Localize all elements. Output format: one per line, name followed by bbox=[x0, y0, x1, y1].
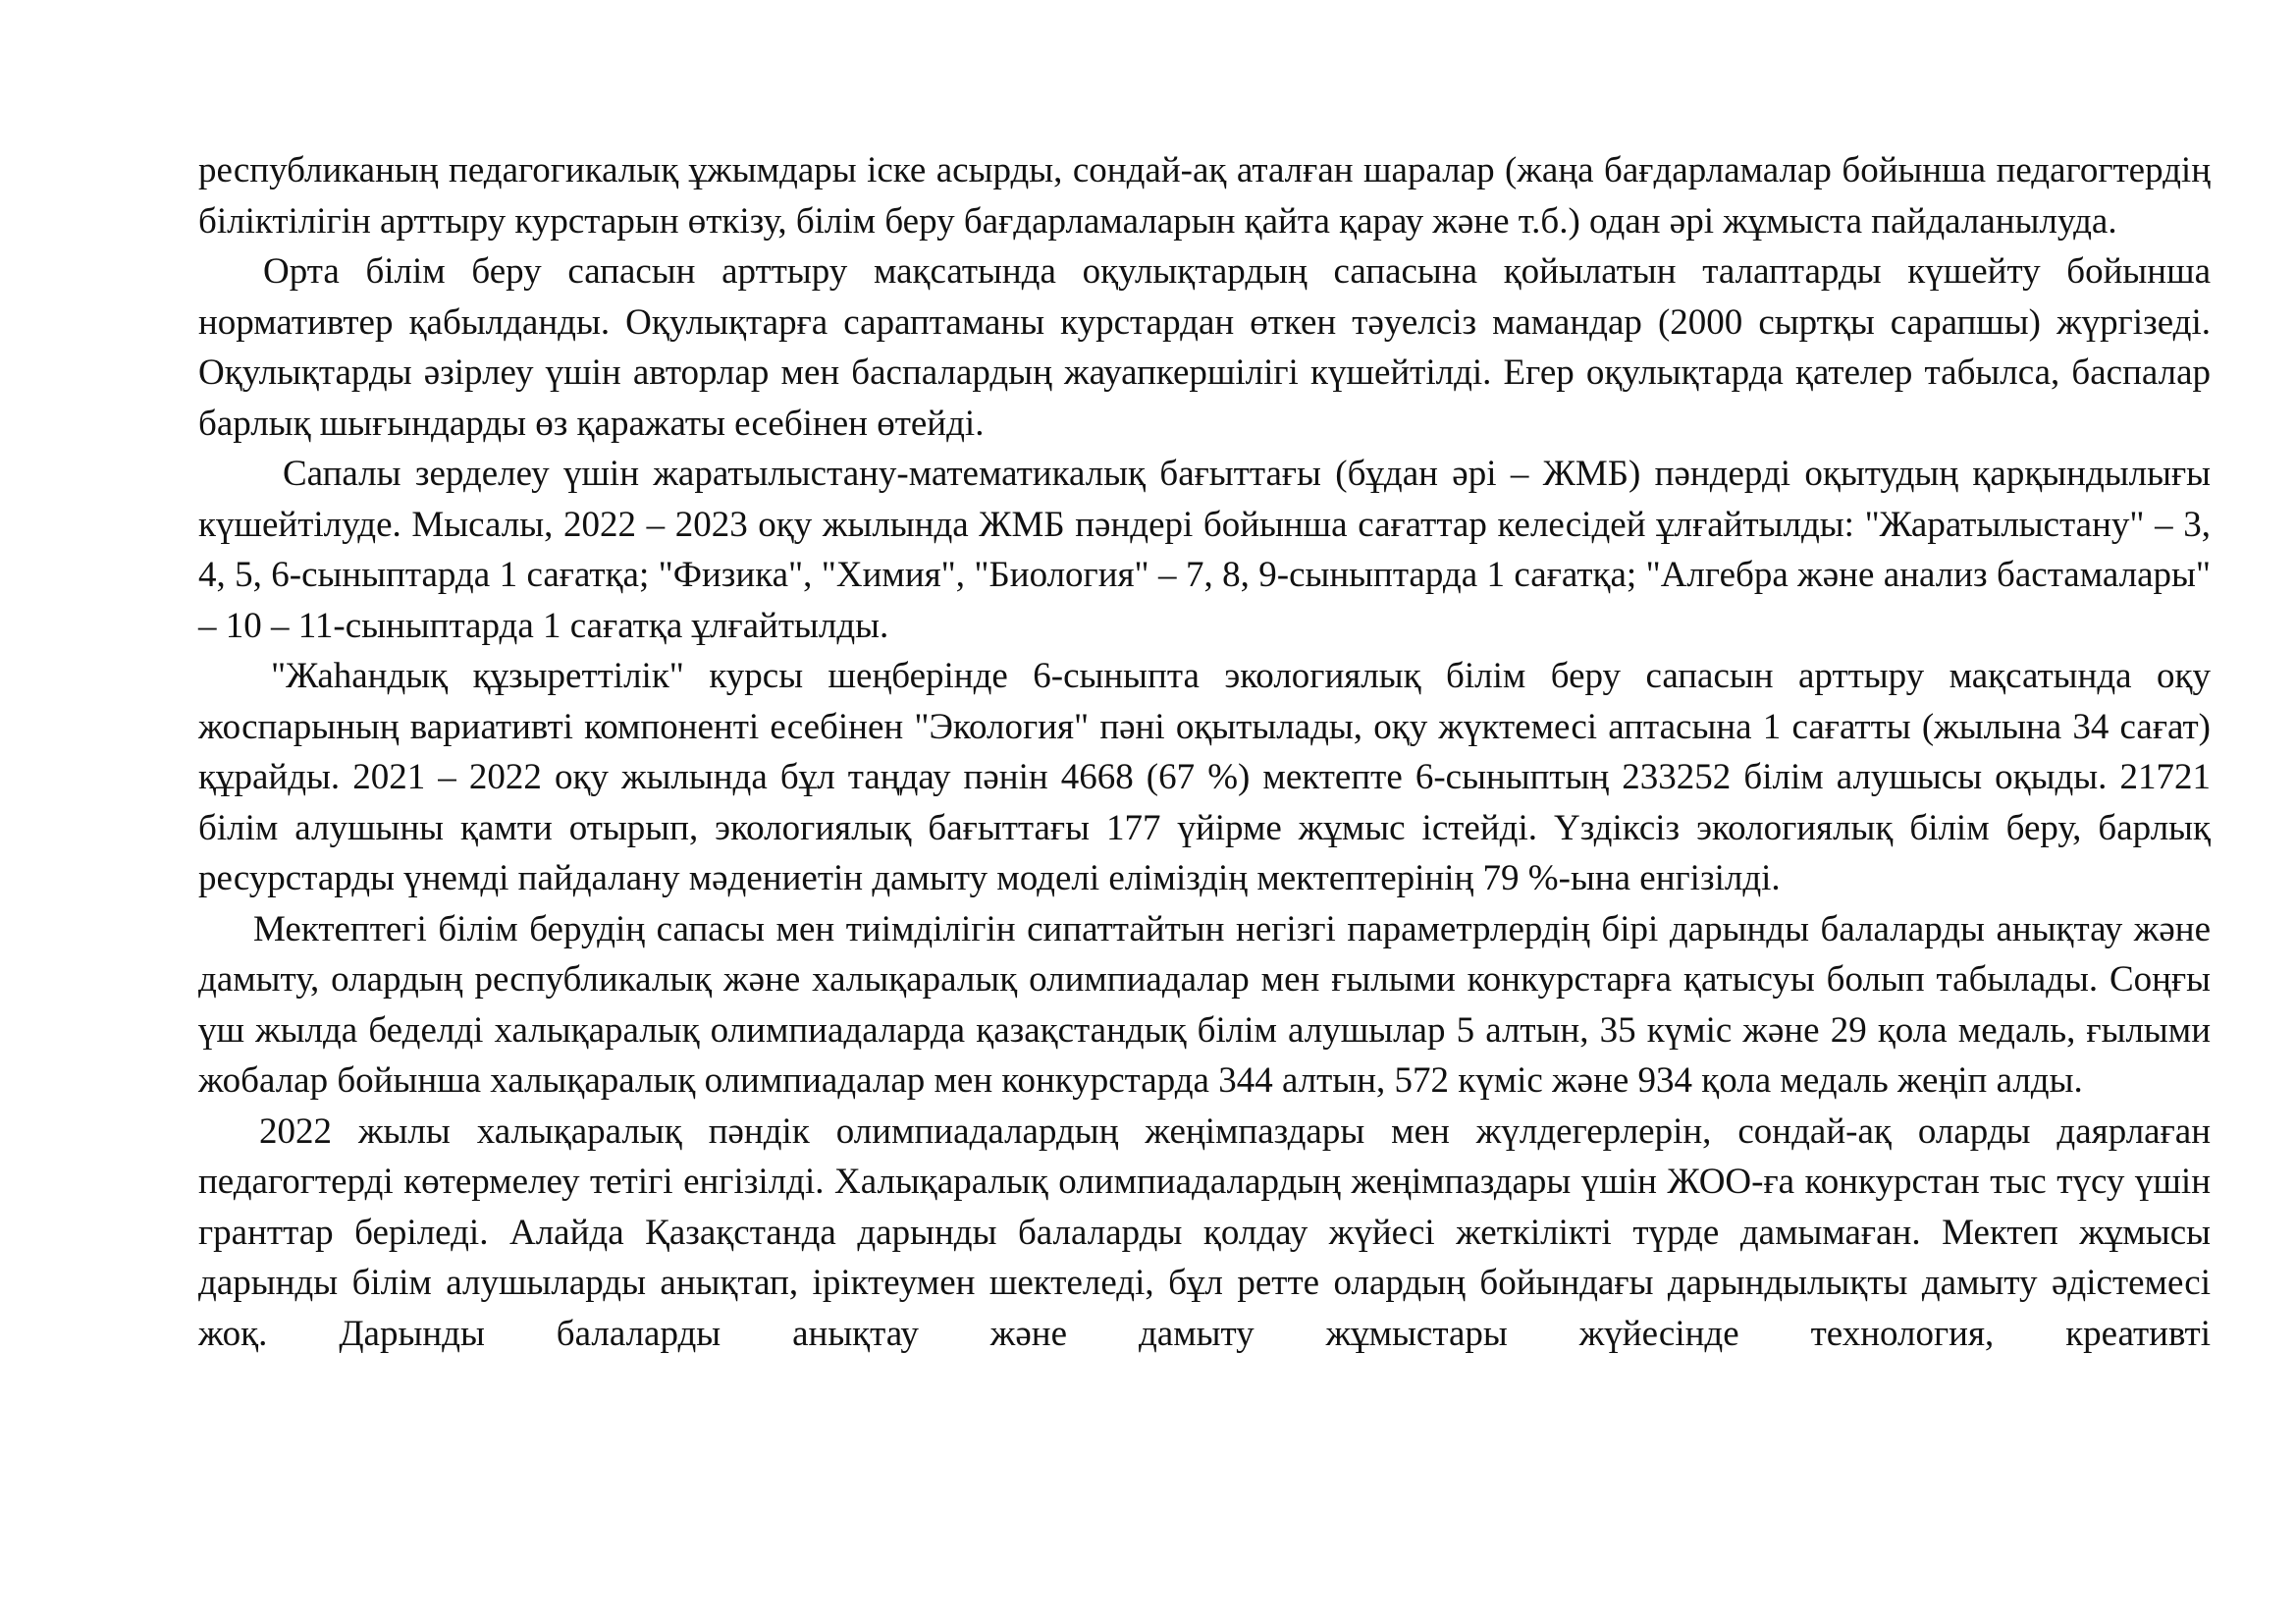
paragraph-olympiad-winners: 2022 жылы халықаралық пәндік олимпиадалардың жеңімпаздары мен жүлдегерлерін, сондай-ақ оларды даярлаған педагогтерді көтермелеу тетігі енгізілді. Халықаралық олимпиадалардың жеңімпаздары үшін ЖОО-ға конкурстан тыс түсу үшін гранттар беріледі. Алайда Қазақстанда дарынды балаларды қолдау жүйесі жеткілікті түрде дамымаған. Мектеп жұмысы дарынды білім алушыларды анықтап, іріктеумен шектеледі, бұл ретте олардың бойындағы дарындылықты дамыту әдістемесі жоқ. Дарынды балаларды анықтау және дамыту жұмыстары жүйесінде технология, креативті bbox=[198, 1110, 2211, 1354]
paragraph-gifted-children: Мектептегі білім берудің сапасы мен тиімділігін сипаттайтын негізгі параметрлердің бірі дарынды балаларды анықтау және дамыту, олардың республикалық және халықаралық олимпиадалар мен ғылыми конкурстарға қатысуы болып табылады. Соңғы үш жылда беделді халықаралық олимпиадаларда қазақстандық білім алушылар 5 алтын, 35 күміс және 29 қола медаль, ғылыми жобалар бойынша халықаралық олимпиадалар мен конкурстарда 344 алтын, 572 күміс және 934 қола медаль жеңіп алды. bbox=[198, 908, 2211, 1101]
document-page bbox=[198, 145, 2211, 1359]
paragraph-stem-hours: Сапалы зерделеу үшін жаратылыстану-математикалық бағыттағы (бұдан әрі – ЖМБ) пәндерді оқытудың қарқындылығы күшейтілуде. Мысалы, 2022 – 2023 оқу жылында ЖМБ пәндері бойынша сағаттар келесідей ұлғайтылды: "Жаратылыстану" – 3, 4, 5, 6-сыныптарда 1 сағатқа; "Физика", "Химия", "Биология" – 7, 8, 9-сыныптарда 1 сағатқа; "Алгебра және анализ бастамалары" – 10 – 11-сыныптарда 1 сағатқа ұлғайтылды. bbox=[198, 454, 2211, 646]
paragraph-ecology-course: "Жаһандық құзыреттілік" курсы шеңберінде 6-сыныпта экологиялық білім беру сапасын арттыру мақсатында оқу жоспарының вариативті компоненті есебінен "Экология" пәні оқытылады, оқу жүктемесі аптасына 1 сағатты (жылына 34 сағат) құрайды. 2021 – 2022 оқу жылында бұл таңдау пәнін 4668 (67 %) мектепте 6-сыныптың 233252 білім алушысы оқыды. 21721 білім алушыны қамти отырып, экологиялық бағыттағы 177 үйірме жұмыс істейді. Үздіксіз экологиялық білім беру, барлық ресурстарды үнемді пайдалану мәдениетін дамыту моделі еліміздің мектептерінің 79 %-ына енгізілді. bbox=[198, 656, 2211, 898]
paragraph-continuation: республиканың педагогикалық ұжымдары іске асырды, сондай-ақ аталған шаралар (жаңа бағдарламалар бойынша педагогтердің біліктілігін арттыру курстарын өткізу, білім беру бағдарламаларын қайта қарау және т.б.) одан әрі жұмыста пайдаланылуда. bbox=[198, 150, 2211, 242]
paragraph-textbook-quality: Орта білім беру сапасын арттыру мақсатында оқулықтардың сапасына қойылатын талаптарды күшейту бойынша нормативтер қабылданды. Оқулықтарға сараптаманы курстардан өткен тәуелсіз мамандар (2000 сыртқы сарапшы) жүргізеді. Оқулықтарды әзірлеу үшін авторлар мен баспалардың жауапкершілігі күшейтілді. Егер оқулықтарда қателер табылса, баспалар барлық шығындарды өз қаражаты есебінен өтейді. bbox=[198, 251, 2211, 444]
